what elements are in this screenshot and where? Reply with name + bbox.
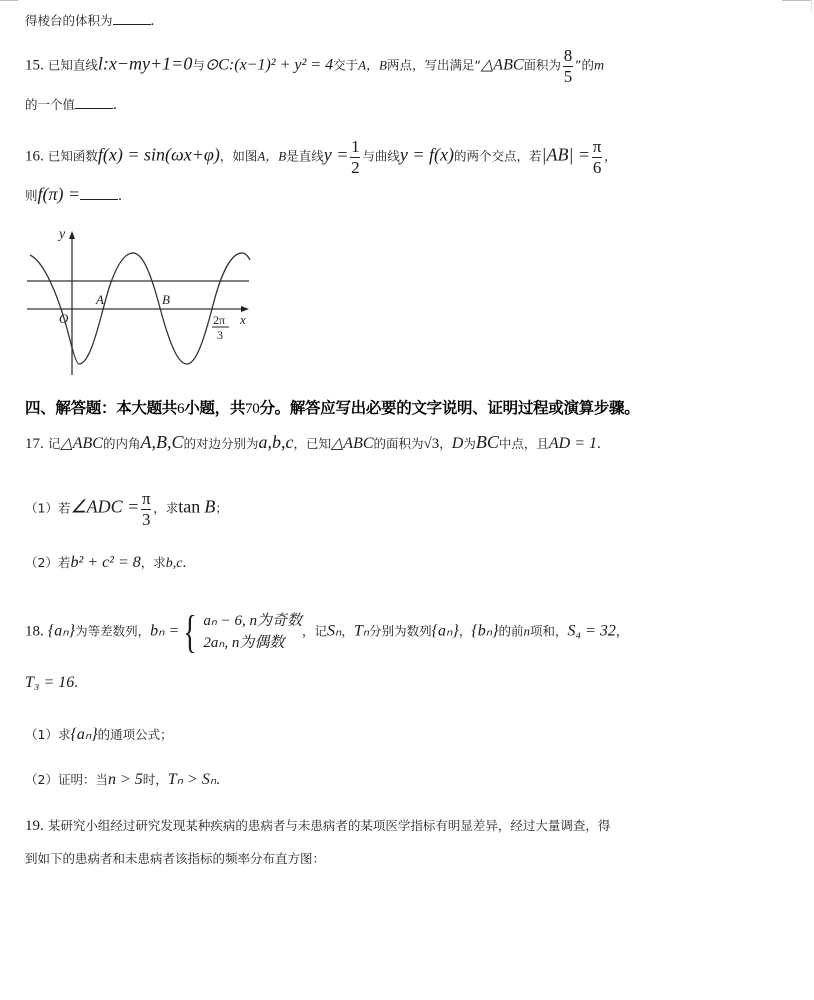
q18-sn: Sₙ	[326, 622, 342, 640]
q15-text: 两点，写出满足“	[387, 57, 481, 73]
q17-segment-bc: BC	[475, 432, 499, 452]
q18-text: ，	[615, 623, 629, 639]
page-corner-mark-right-vertical	[811, 0, 812, 12]
q18-sequence-a: {aₙ}	[431, 622, 459, 640]
q19-text-line1: 某研究小组经过研究发现某种疾病的患病者与未患病者的某项医学指标有明显差异，经过大量调查，得	[47, 818, 611, 833]
q14-end: .	[150, 13, 155, 29]
q16-fraction-pi-6	[592, 138, 602, 176]
section-heading	[25, 396, 639, 418]
q18-text: ，	[341, 623, 354, 639]
q18-part2-text: 时，	[142, 772, 168, 787]
q16-fraction-half	[350, 138, 360, 176]
q16-f-pi: f(π) =	[37, 184, 81, 204]
section-question-count: 6	[177, 401, 185, 417]
q16-answer-blank	[80, 187, 118, 200]
tick-3-denominator: 3	[217, 328, 223, 342]
q18-case-even: 2aₙ, n为偶数	[203, 635, 285, 651]
q15-text: 的一个值	[25, 97, 76, 112]
q14-text: 得棱台的体积为	[25, 13, 113, 28]
q15-points: A，B	[358, 57, 387, 73]
q17-part1	[25, 490, 228, 528]
q16-points: A，B	[257, 148, 287, 164]
q18-line1	[25, 605, 629, 657]
q17-part2	[25, 555, 186, 571]
q15-text: 面积为	[523, 57, 562, 73]
section-points: 70	[245, 401, 260, 417]
q15-line1	[25, 47, 604, 85]
q17-line1	[25, 433, 601, 452]
q18-text: 的前	[498, 623, 524, 639]
tick-2pi-numerator: 2π	[213, 313, 226, 327]
q15-text: 已知直线	[47, 57, 98, 73]
q19-text-line2: 到如下的患病者和未患病者该指标的频率分布直方图：	[25, 851, 326, 866]
q17-b2c2-equation: b² + c² = 8	[70, 554, 141, 571]
q19-number: 19.	[25, 818, 44, 834]
q16-frac2-denominator: 6	[592, 158, 602, 177]
q18-inequality: Tₙ > Sₙ	[167, 771, 217, 788]
section-heading-text: 小题，共	[184, 398, 246, 417]
q18-part2-text: 证明：当	[57, 772, 108, 787]
q18-part1-text: 的通项公式；	[97, 727, 173, 742]
q16-frac2-numerator: π	[592, 137, 602, 156]
q18-part1-label: （1）	[25, 727, 58, 742]
q16-frac1-denominator: 2	[351, 158, 360, 177]
q19-line2	[25, 853, 325, 866]
q18-number: 18.	[25, 623, 44, 640]
q16-text: ，	[604, 148, 617, 164]
q15-line-equation: l:x−my+1=0	[97, 53, 193, 74]
q15-frac-denominator: 5	[563, 67, 573, 86]
q17-tan: tan	[178, 496, 201, 517]
q16-y-equals: y =	[323, 144, 349, 165]
q18-text: ，	[458, 623, 472, 639]
point-b-label: B	[162, 292, 170, 307]
q18-part2-label: （2）	[25, 772, 58, 787]
q16-number: 16.	[25, 148, 44, 165]
q18-t3-equation: T₃ = 16	[25, 674, 75, 691]
q18-text: 分别为数列	[369, 623, 432, 639]
q17-fraction-pi-3	[141, 490, 151, 528]
q18-n: n	[523, 623, 531, 639]
q17-text: 的对边分别为	[183, 436, 259, 451]
q18-text: 项和，	[530, 623, 568, 639]
q17-part1-text: 若	[57, 500, 71, 516]
point-a-label: A	[96, 292, 104, 307]
q17-frac-denominator: 3	[142, 510, 151, 529]
q17-end: .	[597, 436, 601, 452]
q15-text: 与	[192, 57, 205, 73]
q15-answer-blank	[75, 96, 113, 109]
q14-tail	[25, 12, 154, 29]
q17-text: 的面积为	[373, 436, 424, 451]
q17-part1-text: ，求	[153, 500, 179, 516]
section-heading-text: 四、解答题：本大题共	[25, 398, 178, 417]
q18-tn: Tₙ	[353, 622, 370, 640]
q16-line2	[25, 185, 122, 204]
q15-line2	[25, 96, 117, 113]
q17-area: √3	[423, 436, 440, 452]
q14-answer-blank	[113, 12, 151, 25]
q17-part1-end: ；	[215, 500, 228, 516]
q17-part2-label: （2）	[25, 555, 58, 570]
q18-part1-text: 求	[57, 727, 71, 742]
q15-circle-equation: ⊙C:(x−1)² + y² = 4	[204, 56, 334, 74]
q18-part2	[25, 772, 220, 788]
q16-line1	[25, 138, 617, 176]
left-brace-icon: {	[183, 605, 197, 657]
q17-vars-bc: b,c	[165, 556, 183, 571]
q18-piecewise	[203, 610, 302, 654]
sine-graph-figure	[22, 222, 257, 380]
q17-number: 17.	[25, 436, 44, 452]
page-corner-mark-left	[0, 0, 18, 1]
q17-text: ，已知	[293, 436, 331, 451]
q16-frac1-numerator: 1	[351, 137, 360, 156]
q17-angle-b: B	[204, 496, 216, 517]
x-axis-label: x	[240, 312, 246, 327]
q18-end: .	[74, 675, 79, 691]
q17-text: 记	[47, 436, 61, 451]
q18-sequence-b: {bₙ}	[471, 622, 499, 640]
q17-frac-numerator: π	[141, 489, 151, 508]
q17-triangle: △ABC	[330, 435, 374, 452]
q17-text: ，	[439, 436, 452, 451]
q15-fraction	[563, 47, 573, 85]
q16-end: .	[118, 188, 122, 204]
q15-frac-numerator: 8	[563, 46, 573, 65]
q17-triangle: △ABC	[60, 435, 103, 452]
q16-curve: y = f(x)	[399, 144, 455, 165]
q17-text: 中点，且	[498, 436, 549, 451]
q18-line2	[25, 675, 78, 691]
q17-part1-label: （1）	[25, 500, 58, 516]
q15-end: .	[113, 97, 117, 113]
q17-ad-equation: AD = 1	[548, 435, 598, 452]
q16-ab-length: |AB| =	[541, 144, 591, 165]
q17-part2-text: ，求	[140, 555, 166, 570]
q16-text: 已知函数	[47, 148, 98, 164]
q18-s4-equation: S₄ = 32	[567, 622, 616, 640]
q17-text: 为	[463, 436, 476, 451]
q15-text: ”的	[575, 57, 595, 73]
q19-line1	[25, 819, 610, 834]
q16-function: f(x) = sin(ωx+φ)	[97, 144, 220, 165]
q18-condition: n > 5	[107, 771, 143, 788]
q17-text: 的内角	[102, 436, 141, 451]
page-corner-mark-right	[782, 0, 812, 1]
section-heading-text: 分。解答应写出必要的文字说明、证明过程或演算步骤。	[259, 398, 640, 417]
q16-text: 与曲线	[362, 148, 400, 164]
q18-sequence-a: {aₙ}	[70, 726, 98, 743]
q17-part2-text: 若	[57, 555, 71, 570]
q15-triangle: △ABC	[480, 56, 524, 74]
q18-part2-end: .	[216, 772, 220, 788]
q18-case-odd: aₙ − 6, n为奇数	[203, 613, 302, 629]
origin-label: O	[59, 311, 69, 326]
q16-text: 的两个交点，若	[454, 148, 542, 164]
q17-part2-end: .	[182, 555, 187, 571]
q16-text: ，如图	[219, 148, 258, 164]
y-axis-arrow-icon	[69, 231, 75, 239]
q17-angles: A,B,C	[140, 432, 184, 452]
q18-text: ，记	[301, 623, 327, 639]
y-axis-label: y	[59, 227, 66, 242]
q18-sequence-a: {aₙ}	[47, 622, 76, 640]
q15-variable: m	[594, 58, 605, 74]
q17-angle-adc: ∠ADC =	[70, 496, 140, 517]
q18-text: 为等差数列，	[75, 623, 151, 639]
q18-bn: bₙ =	[150, 622, 180, 640]
q16-text: 则	[25, 188, 38, 203]
q17-point-d: D	[451, 435, 464, 452]
q17-sides: a,b,c	[258, 432, 294, 452]
q18-part1	[25, 727, 173, 743]
q15-number: 15.	[25, 57, 44, 74]
q16-text: 是直线	[286, 148, 324, 164]
q15-text: 交于	[333, 57, 359, 73]
